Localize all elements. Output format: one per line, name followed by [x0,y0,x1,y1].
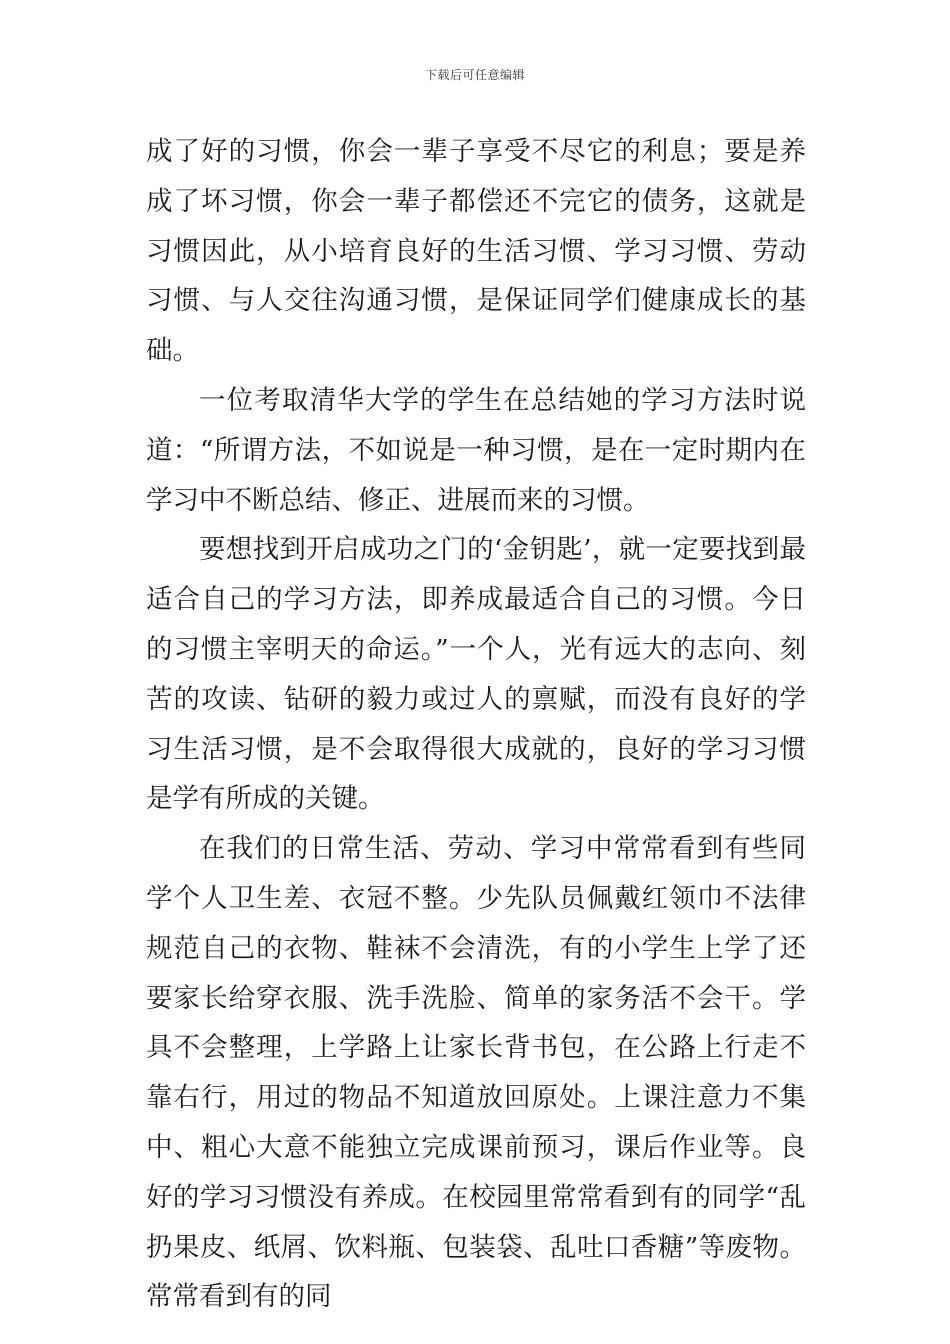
paragraph-3: 要想找到开启成功之门的‘金钥匙’，就一定要找到最适合自己的学习方法，即养成最适合自己的习惯。今日的习惯主宰明天的命运。”一个人，光有远大的志向、刻苦的攻读、钻研的毅力或过人的禀赋，而没有良好的学习生活习惯，是不会取得很大成就的，良好的学习习惯是学有所成的关键。 [146,534,806,815]
paragraph-1: 成了好的习惯，你会一辈子享受不尽它的利息；要是养成了坏习惯，你会一辈子都偿还不完它的债务，这就是习惯因此，从小培育良好的生活习惯、学习习惯、劳动习惯、与人交往沟通习惯，是保证同学们健康成长的基础。 [146,136,806,367]
page-header: 下载后可任意编辑 [424,68,525,82]
paragraph-2: 一位考取清华大学的学生在总结她的学习方法时说道：“所谓方法，不如说是一种习惯，是在一定时期内在学习中不断总结、修正、进展而来的习惯。 [146,384,806,516]
document-body [146,127,806,1322]
paragraph-4: 在我们的日常生活、劳动、学习中常常看到有些同学个人卫生差、衣冠不整。少先队员佩戴红领巾不法律规范自己的衣物、鞋袜不会清洗，有的小学生上学了还要家长给穿衣服、洗手洗脸、简单的家务活不会干。学具不会整理，上学路上让家长背书包，在公路上行走不靠右行，用过的物品不知道放回原处。上课注意力不集中、粗心大意不能独立完成课前预习，课后作业等。良好的学习习惯没有养成。在校园里常常看到有的同学“乱扔果皮、纸屑、饮料瓶、包装袋、乱吐口香糖”等废物。常常看到有的同 [146,833,806,1313]
